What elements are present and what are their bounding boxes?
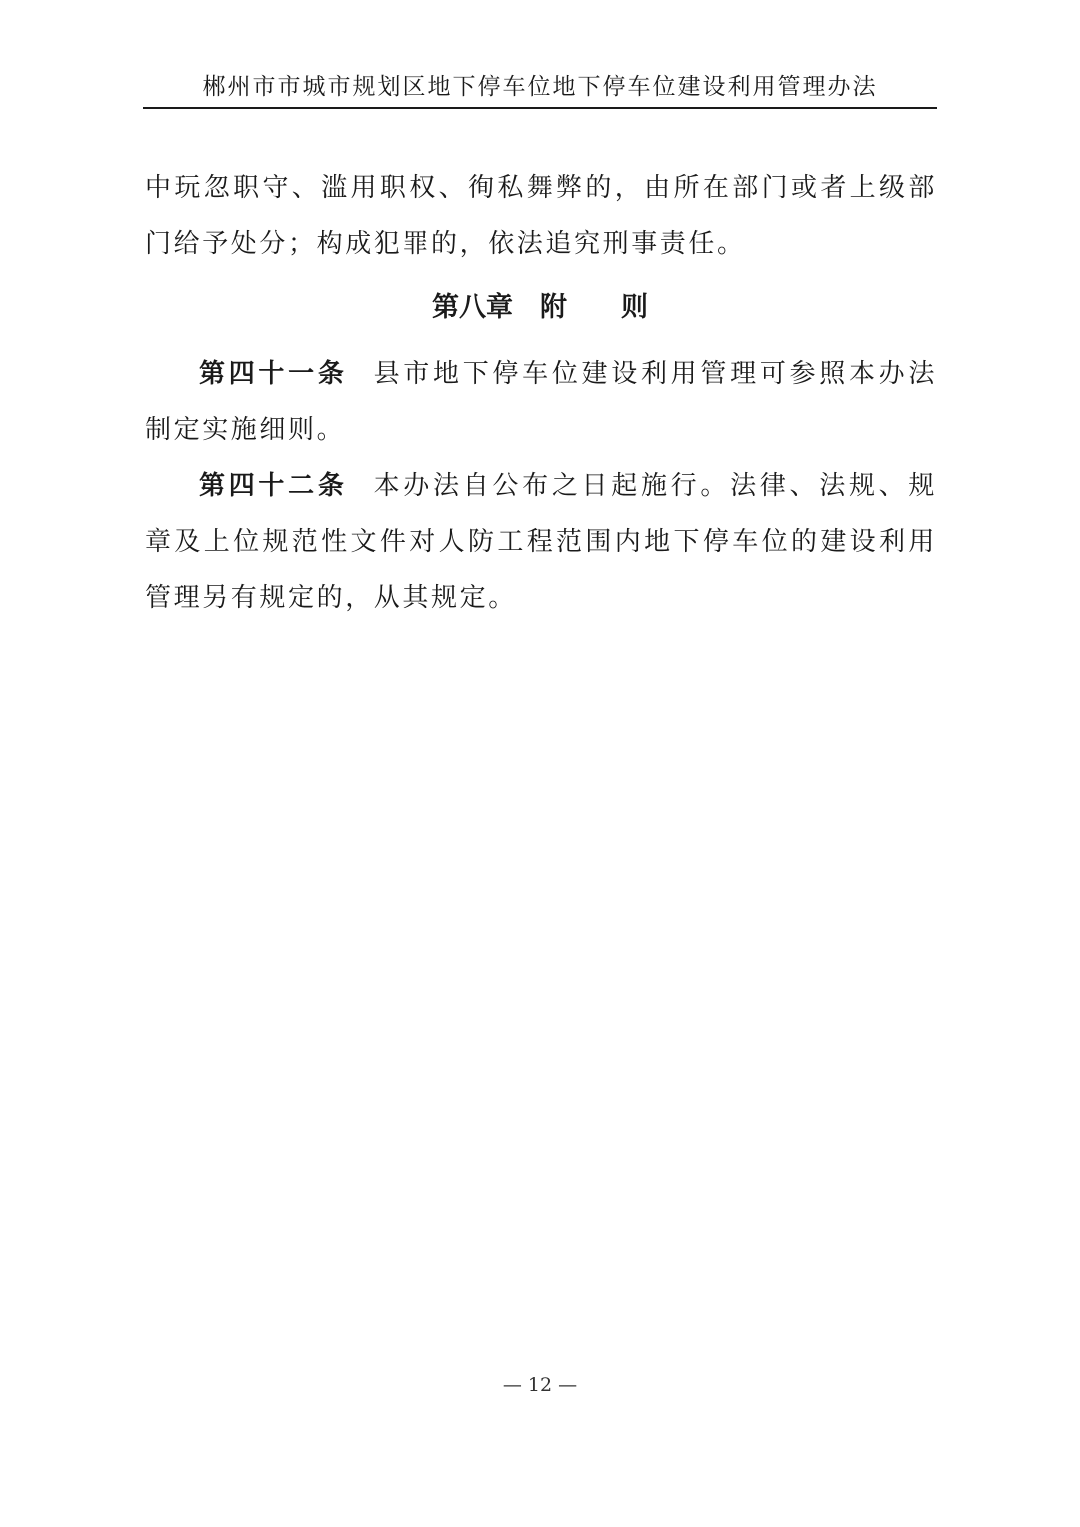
article-42-label: 第四十二条 <box>199 471 348 501</box>
article-41 <box>145 346 937 458</box>
article-41-text: 县市地下停车位建设利用管理可参照本办法制定实施细则。 <box>145 359 937 445</box>
header-divider <box>143 107 937 109</box>
page-number: — 12 — <box>502 1374 578 1396</box>
running-header-title: 郴州市市城市规划区地下停车位地下停车位建设利用管理办法 <box>202 74 878 100</box>
continued-paragraph: 中玩忽职守、滥用职权、徇私舞弊的，由所在部门或者上级部门给予处分；构成犯罪的，依法追究刑事责任。 <box>145 173 937 259</box>
chapter-heading: 第八章 附 则 <box>432 292 648 323</box>
article-42-text: 本办法自公布之日起施行。法律、法规、规章及上位规范性文件对人防工程范围内地下停车位的建设利用管理另有规定的，从其规定。 <box>145 471 937 613</box>
article-41-label: 第四十一条 <box>199 359 348 389</box>
article-42 <box>145 458 937 626</box>
